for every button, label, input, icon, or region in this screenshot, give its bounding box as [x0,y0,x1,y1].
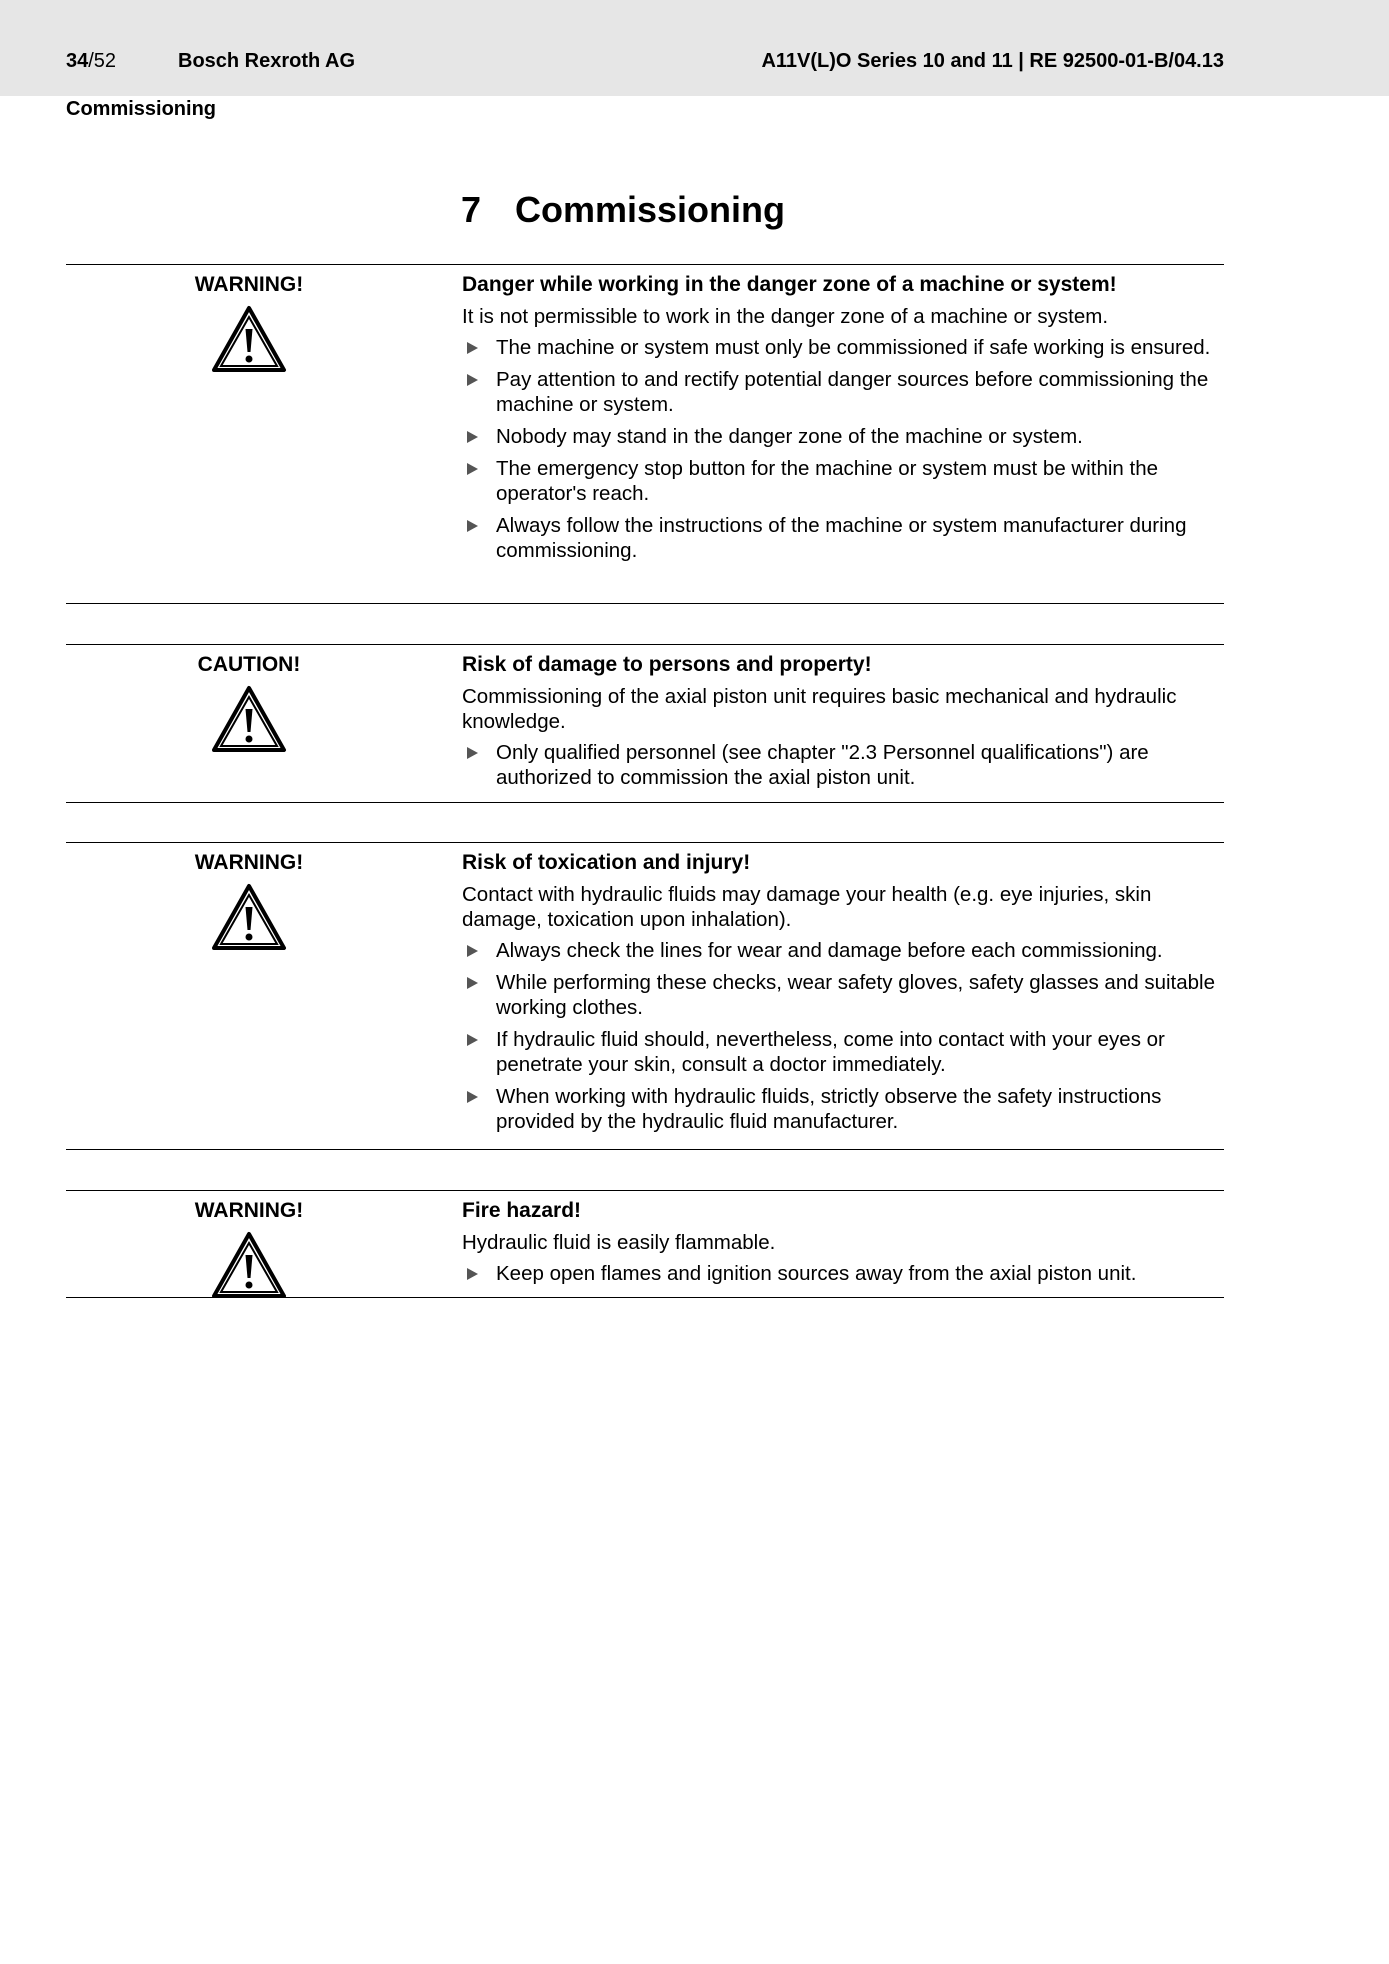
list-item: Always follow the instructions of the machine or system manufacturer during commissioning. [462,513,1224,563]
safety-notice [66,264,1224,604]
warning-triangle-icon [211,305,287,373]
bullet-triangle-icon [467,977,478,989]
list-item: While performing these checks, wear safety gloves, safety glasses and suitable working clothes. [462,970,1224,1020]
notice-title: Fire hazard! [462,1199,582,1222]
signal-word: WARNING! [194,273,304,296]
notice-title: Risk of toxication and injury! [462,851,751,874]
bullet-triangle-icon [467,463,478,475]
list-item: When working with hydraulic fluids, strictly observe the safety instructions provided by the hydraulic fluid manufacturer. [462,1084,1224,1134]
bullet-triangle-icon [467,1091,478,1103]
page-number: 34/52 [66,50,117,72]
notice-title: Danger while working in the danger zone of a machine or system! [462,273,1117,296]
document-reference: A11V(L)O Series 10 and 11 | RE 92500-01-B/04.13 [761,50,1224,72]
signal-word: WARNING! [194,851,304,874]
list-item: The emergency stop button for the machine or system must be within the operator's reach. [462,456,1224,506]
warning-triangle-icon [211,883,287,951]
notice-signal-column [66,843,432,951]
notice-signal-column [66,645,432,753]
safety-notice [66,644,1224,803]
notice-body [462,645,1224,797]
bullet-triangle-icon [467,1034,478,1046]
bullet-triangle-icon [467,374,478,386]
notice-signal-column [66,265,432,373]
notice-text: Hydraulic fluid is easily flammable. [462,1231,776,1254]
notice-body [462,1191,1224,1293]
bullet-triangle-icon [467,747,478,759]
notice-text: Contact with hydraulic fluids may damage your health (e.g. eye injuries, skin damage, toxication upon inhalation). [462,883,1152,931]
notice-list [462,335,1224,563]
safety-notice [66,1190,1224,1298]
bullet-triangle-icon [467,431,478,443]
list-item: Keep open flames and ignition sources away from the axial piston unit. [462,1261,1224,1286]
notice-body [462,843,1224,1141]
bullet-triangle-icon [467,945,478,957]
notice-signal-column [66,1191,432,1299]
notice-list [462,1261,1224,1286]
bullet-triangle-icon [467,342,478,354]
notice-list [462,740,1224,790]
section-label: Commissioning [66,98,217,120]
signal-word: WARNING! [194,1199,304,1222]
notice-body [462,265,1224,570]
chapter-heading [461,188,785,232]
list-item: Only qualified personnel (see chapter "2.3 Personnel qualifications") are authorized to commission the axial piston unit. [462,740,1224,790]
list-item: The machine or system must only be commissioned if safe working is ensured. [462,335,1224,360]
bullet-triangle-icon [467,1268,478,1280]
page-header [0,0,1389,96]
notice-text: Commissioning of the axial piston unit requires basic mechanical and hydraulic knowledge. [462,685,1177,733]
safety-notice [66,842,1224,1150]
warning-triangle-icon [211,685,287,753]
bullet-triangle-icon [467,520,478,532]
company-name: Bosch Rexroth AG [178,50,356,72]
notice-list [462,938,1224,1134]
chapter-number: 7 [461,189,482,230]
list-item: Nobody may stand in the danger zone of the machine or system. [462,424,1224,449]
notice-title: Risk of damage to persons and property! [462,653,872,676]
notice-text: It is not permissible to work in the danger zone of a machine or system. [462,305,1109,328]
chapter-title: Commissioning [515,189,786,230]
list-item: If hydraulic fluid should, nevertheless, come into contact with your eyes or penetrate your skin, consult a doctor immediately. [462,1027,1224,1077]
warning-triangle-icon [211,1231,287,1299]
signal-word: CAUTION! [197,653,301,676]
list-item: Always check the lines for wear and damage before each commissioning. [462,938,1224,963]
list-item: Pay attention to and rectify potential danger sources before commissioning the machine or system. [462,367,1224,417]
